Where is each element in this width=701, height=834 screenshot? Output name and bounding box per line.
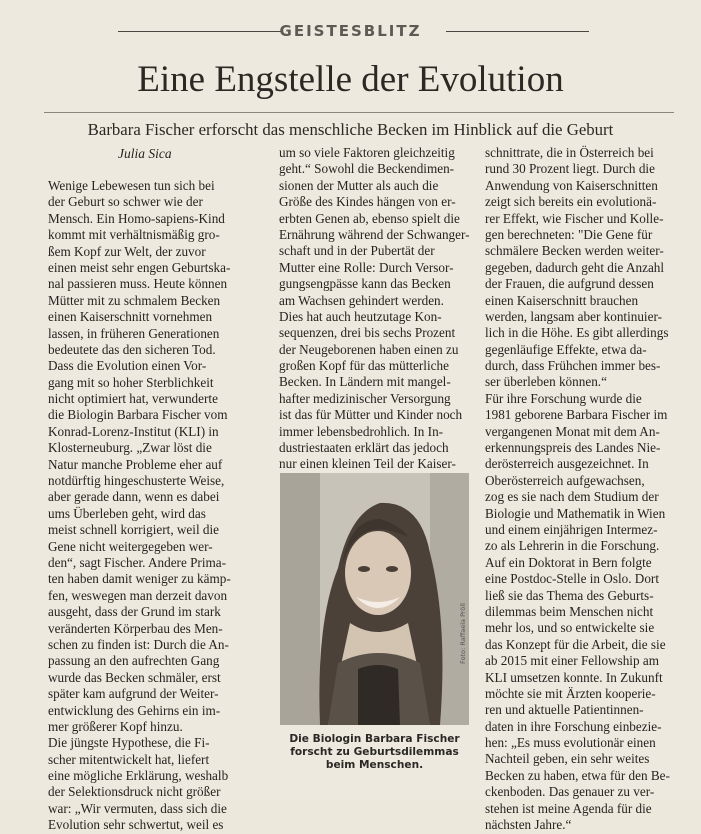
- text-line: zog es sie nach dem Studium der: [485, 489, 659, 505]
- text-line: der Neugeborenen haben einen zu: [279, 341, 459, 357]
- author-byline: Julia Sica: [118, 146, 172, 161]
- text-line: Dies hat auch heutzutage Kon-: [279, 308, 442, 324]
- text-line: dustriestaaten erklärt das jedoch: [279, 440, 449, 456]
- text-line: ßem Kopf zur Welt, der zuvor: [48, 243, 206, 259]
- text-line: stehen ist meine Agenda für die: [485, 800, 652, 816]
- text-line: der Selektionsdruck nicht größer: [48, 784, 221, 800]
- text-line: 1981 geborene Barbara Fischer im: [485, 407, 668, 423]
- text-line: passung an den aufrechten Gang: [48, 653, 220, 669]
- text-line: schaft und in der Pubertät der: [279, 243, 435, 259]
- article-column-2: [279, 145, 471, 473]
- text-line: und einem einjährigen Intermez-: [485, 521, 658, 537]
- text-line: ausgeht, dass der Grund im stark: [48, 604, 221, 620]
- text-line: Natur manche Probleme eher auf: [48, 456, 223, 472]
- text-line: rer Effekt, wie Fischer und Kolle-: [485, 210, 664, 226]
- text-line: das Konzept für die Arbeit, die sie: [485, 636, 666, 652]
- article-column-3: [485, 145, 695, 833]
- text-line: gen berechneten: "Die Gene für: [485, 226, 653, 242]
- text-line: der Geburt so schwer wie der: [48, 194, 203, 210]
- text-line: Auf ein Doktorat in Bern folgte: [485, 554, 652, 570]
- text-line: KLI umsetzen konnte. In Zukunft: [485, 669, 663, 685]
- text-line: möchte sie mit Ärzten kooperie-: [485, 685, 656, 701]
- photo-caption: [280, 733, 469, 773]
- portrait-illustration: [280, 473, 469, 725]
- text-line: fen, weswegen man derzeit davon: [48, 587, 228, 603]
- text-line: gang mit so hoher Sterblichkeit: [48, 374, 214, 390]
- text-line: Mutter eine Rolle: Durch Versor-: [279, 259, 454, 275]
- text-line: später kam aufgrund der Weiter-: [48, 686, 219, 702]
- text-line: Evolution sehr schwertut, weil es: [48, 817, 224, 833]
- text-line: sionen der Mutter als auch die: [279, 177, 439, 193]
- text-line: sequenzen, drei bis sechs Prozent: [279, 325, 456, 341]
- text-line: Oberösterreich aufgewachsen,: [485, 472, 645, 488]
- text-line: ckenboden. Das genauer zu ver-: [485, 784, 655, 800]
- text-line: bedeutete das den sicheren Tod.: [48, 341, 216, 357]
- text-line: durch, dass Frühchen immer bes-: [485, 358, 661, 374]
- text-line: großen Kopf für das mütterliche: [279, 358, 449, 374]
- portrait-photo: [280, 473, 469, 725]
- photo-credit: Foto: Raffaela Pröll: [459, 603, 467, 664]
- text-line: gegenläufige Effekte, etwa da-: [485, 341, 647, 357]
- text-line: veränderten Körperbau des Men-: [48, 620, 223, 636]
- text-line: nur einen kleinen Teil der Kaiser-: [279, 456, 456, 472]
- text-line: Becken. In Ländern mit mangel-: [279, 374, 451, 390]
- text-line: nal passieren muss. Heute können: [48, 276, 228, 292]
- text-line: schmälere Becken werden weiter-: [485, 243, 664, 259]
- text-line: daten in ihre Forschung einbezie-: [485, 718, 662, 734]
- text-line: Die jüngste Hypothese, die Fi-: [48, 735, 210, 751]
- text-line: nächsten Jahre.“: [485, 817, 572, 833]
- text-line: eine mögliche Erklärung, weshalb: [48, 768, 229, 784]
- text-line: ist das für Mütter und Kinder noch: [279, 407, 463, 423]
- text-line: war: „Wir vermuten, dass sich die: [48, 800, 227, 816]
- text-line: hafter medizinischer Versorgung: [279, 390, 451, 406]
- text-line: ab 2015 mit einer Fellowship am: [485, 653, 659, 669]
- headline: Eine Engstelle der Evolution: [137, 59, 564, 100]
- text-line: hen: „Es muss evolutionär einen: [485, 735, 656, 751]
- text-line: Für ihre Forschung wurde die: [485, 390, 642, 406]
- text-line: Klosterneuburg. „Zwar löst die: [48, 440, 212, 456]
- text-line: nicht optimiert hat, verwunderte: [48, 391, 218, 407]
- subheadline: Barbara Fischer erforscht das menschliche Becken im Hinblick auf die Geburt: [87, 120, 614, 139]
- text-line: schnittrate, die in Österreich bei: [485, 145, 654, 160]
- text-line: immer lebensbedrohlich. In In-: [279, 423, 444, 439]
- text-line: Dass die Evolution einen Vor-: [48, 358, 207, 374]
- text-line: wurde das Becken schmäler, erst: [48, 669, 221, 685]
- text-line: rund 30 Prozent liegt. Durch die: [485, 161, 655, 177]
- text-line: mehr los, und so entwickelte sie: [485, 620, 655, 636]
- text-line: Becken zu haben, etwa für den Be-: [485, 767, 670, 783]
- text-line: Wenige Lebewesen tun sich bei: [48, 178, 215, 193]
- text-line: ließ sie das Thema des Geburts-: [485, 587, 654, 603]
- caption-line: forscht zu Geburtsdilemmas: [290, 746, 459, 759]
- section-kicker: GEISTESBLITZ: [279, 22, 422, 40]
- kicker-rule-right: [446, 31, 589, 32]
- text-line: Größe des Kindes hängen von er-: [279, 194, 456, 210]
- text-line: mer größerer Kopf hinzu.: [48, 718, 183, 734]
- text-line: der Frauen, die aufgrund dessen: [485, 276, 654, 292]
- text-line: geht.“ Sowohl die Beckendimen-: [279, 161, 455, 177]
- text-line: lich in die Höhe. Es gibt allerdings: [485, 325, 669, 341]
- text-line: einen Kaiserschnitt brauchen: [485, 292, 639, 308]
- text-line: vergangenen Monat mit dem An-: [485, 423, 660, 439]
- text-line: werden, langsam aber kontinuier-: [485, 308, 662, 324]
- text-line: meist schnell korrigiert, weil die: [48, 522, 220, 538]
- text-line: Anwendung von Kaiserschnitten: [485, 177, 658, 193]
- text-line: einen meist sehr engen Geburtska-: [48, 259, 231, 275]
- text-line: Konrad-Lorenz-Institut (KLI) in: [48, 423, 219, 439]
- text-line: ums Überleben geht, wird das: [48, 505, 206, 521]
- text-line: aber gerade dann, wenn es dabei: [48, 489, 220, 505]
- text-line: lassen, in früheren Generationen: [48, 325, 220, 341]
- text-line: ten haben damit weniger zu kämp-: [48, 571, 231, 587]
- text-line: ren und aktuelle Patientinnen-: [485, 702, 644, 718]
- text-line: Ernährung während der Schwanger-: [279, 226, 470, 242]
- text-line: Mütter mit zu schmalem Becken: [48, 292, 221, 308]
- text-line: Gene nicht weitergegeben wer-: [48, 538, 213, 554]
- text-line: dilemmas beim Menschen nicht: [485, 603, 654, 619]
- text-line: erbten Genen ab, ebenso spielt die: [279, 210, 460, 226]
- caption-line: beim Menschen.: [325, 759, 424, 772]
- text-line: erkennungspreis des Landes Nie-: [485, 440, 661, 456]
- text-line: die Biologin Barbara Fischer vom: [48, 407, 228, 423]
- text-line: am Wachsen gehindert werden.: [279, 292, 444, 308]
- text-line: ser überleben können.“: [485, 374, 607, 390]
- text-line: den“, sagt Fischer. Andere Prima-: [48, 554, 226, 570]
- text-line: Nachteil geben, ein sehr weites: [485, 751, 650, 767]
- text-line: gungsengpässe kann das Becken: [279, 276, 451, 292]
- text-line: kommt mit verhältnismäßig gro-: [48, 227, 220, 243]
- text-line: einen Kaiserschnitt vornehmen: [48, 309, 213, 325]
- text-line: derösterreich ausgezeichnet. In: [485, 456, 649, 472]
- caption-line: Die Biologin Barbara Fischer: [289, 733, 460, 745]
- text-line: schen zu finden ist: Durch die An-: [48, 636, 229, 652]
- text-line: um so viele Faktoren gleichzeitig: [279, 145, 455, 160]
- text-line: gegeben, dadurch geht die Anzahl: [485, 259, 665, 275]
- text-line: notdürftig hingeschusterte Weise,: [48, 473, 225, 489]
- article-column-1: [48, 178, 262, 834]
- text-line: Biologie und Mathematik in Wien: [485, 505, 666, 521]
- text-line: eine Postdoc-Stelle in Oslo. Dort: [485, 571, 659, 587]
- text-line: Mensch. Ein Homo-sapiens-Kind: [48, 210, 225, 226]
- text-line: zo als Lehrerin in die Forschung.: [485, 538, 660, 554]
- text-line: scher mitentwickelt hat, liefert: [48, 751, 210, 767]
- text-line: entwicklung des Gehirns ein im-: [48, 702, 221, 718]
- text-line: zeigt sich bereits ein evolutionä-: [485, 194, 657, 210]
- headline-rule: [44, 112, 674, 113]
